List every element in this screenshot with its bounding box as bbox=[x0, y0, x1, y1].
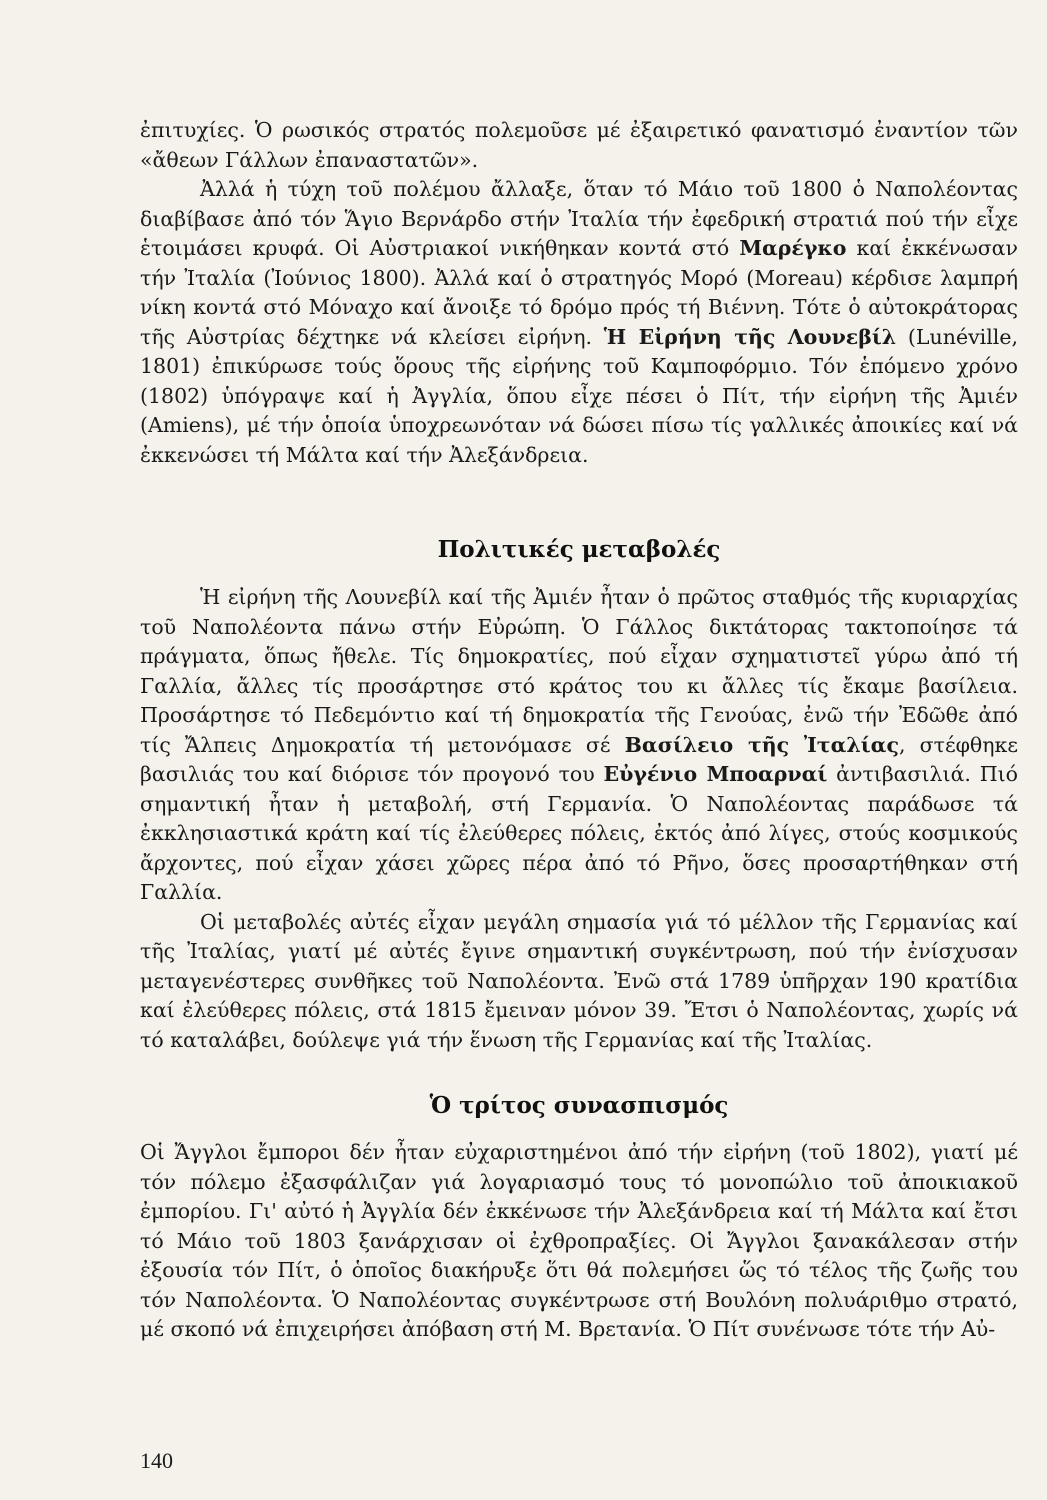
text-run: καί ἐκκένωσαν τήν Ἰταλία (Ἰούνιος 1800). Ἀλλά καί ὁ στρατηγός Μορό (Moreau) κέρδισε λαμπρή νίκη κοντά στό Μόναχο καί ἄνοιξε τό δρόμο πρός τή Βιέννη. Τότε ὁ αὐτοκράτορας τῆς Αὐστρίας δέχτηκε νά κλείσει εἰρήνη. bbox=[140, 236, 1018, 349]
bold-term-luneville: Ἡ Εἰρήνη τῆς Λουνεβίλ bbox=[603, 324, 897, 349]
bold-term-eugene: Εὐγένιο Μποαρναί bbox=[603, 762, 828, 786]
page-number: 140 bbox=[140, 1448, 173, 1473]
section-heading-third-coalition: Ὁ τρίτος συνασπισμός bbox=[429, 1092, 729, 1119]
section-heading-political-changes: Πολιτικές μεταβολές bbox=[437, 536, 721, 563]
text-run: Ἀλλά ἡ τύχη τοῦ πολέμου ἄλλαξε, ὅταν τό Μάιο τοῦ 1800 ὁ Ναπολέοντας διαβίβασε ἀπό τόν Ἅγιο Βερνάρδο στήν Ἰταλία τήν ἐφεδρική στρατιά πού τήν εἶχε ἑτοιμάσει κρυφά. Οἱ Αὐστριακοί νικήθηκαν κοντά στό bbox=[140, 177, 1018, 260]
paragraph-peace-treaties bbox=[140, 175, 1018, 470]
bold-term-marengo: Μαρέγκο bbox=[739, 236, 847, 260]
paragraph-political-changes-2: Οἱ μεταβολές αὐτές εἶχαν μεγάλη σημασία γιά τό μέλλον τῆς Γερμανίας καί τῆς Ἰταλίας, γιατί μέ αὐτές ἔγινε σημαντική συγκέντρωση, πού τήν ἐνίσχυσαν μεταγενέστερες συνθῆκες τοῦ Ναπολέοντα. Ἐνῶ στά 1789 ὑπῆρχαν 190 κρατίδια καί ἐλεύθερες πόλεις, στά 1815 ἔμειναν μόνον 39. Ἔτσι ὁ Ναπολέοντας, χωρίς νά τό καταλάβει, δούλεψε γιά τήν ἕνωση τῆς Γερμανίας καί τῆς Ἰταλίας. bbox=[140, 909, 1018, 1052]
text-run: Ἡ εἰρήνη τῆς Λουνεβίλ καί τῆς Ἀμιέν ἦταν ὁ πρῶτος σταθμός τῆς κυριαρχίας τοῦ Ναπολέοντα πάνω στήν Εὐρώπη. Ὁ Γάλλος δικτάτορας τακτοποίησε τά πράγματα, ὅπως ἤθελε. Τίς δημοκρατίες, πού εἶχαν σχηματιστεῖ γύρω ἀπό τή Γαλλία, ἄλλες τίς προσάρτησε στό κράτος του κι ἄλλες τίς ἔκαμε βασίλεια. Προσάρτησε τό Πεδεμόντιο καί τή δημοκρατία τῆς Γενούας, ἐνῶ τήν Ἐδῶθε ἀπό τίς Ἄλπεις Δημοκρατία τή μετονόμασε σέ bbox=[140, 585, 1018, 757]
paragraph-third-coalition: Οἱ Ἄγγλοι ἔμποροι δέν ἦταν εὐχαριστημένοι ἀπό τήν εἰρήνη (τοῦ 1802), γιατί μέ τόν πόλεμο ἐξασφάλιζαν γιά λογαριασμό τους τό μονοπώλιο τοῦ ἀποικιακοῦ ἐμπορίου. Γι' αὐτό ἡ Ἀγγλία δέν ἐκκένωσε τήν Ἀλεξάνδρεια καί τή Μάλτα καί ἔτσι τό Μάιο τοῦ 1803 ξανάρχισαν οἱ ἐχθροπραξίες. Οἱ Ἄγγλοι ξανακάλεσαν στήν ἐξουσία τόν Πίτ, ὁ ὁποῖος διακήρυξε ὅτι θά πολεμήσει ὥς τό τέλος τῆς ζωῆς του τόν Ναπολέοντα. Ὁ Ναπολέοντας συγκέντρωσε στή Βουλόνη πολυάριθμο στρατό, μέ σκοπό νά ἐπιχειρήσει ἀπόβαση στή Μ. Βρετανία. Ὁ Πίτ συνένωσε τότε τήν Αὐ- bbox=[140, 1140, 1018, 1341]
text-run: (Lunéville, 1801) ἐπικύρωσε τούς ὅρους τῆς εἰρήνης τοῦ Καμποφόρμιο. Τόν ἑπόμενο χρόνο (1802) ὑπόγραψε καί ἡ Ἀγγλία, ὅπου εἶχε πέσει ὁ Πίτ, τήν εἰρήνη τῆς Ἀμιέν (Amiens), μέ τήν ὁποία ὑποχρεωνόταν νά δώσει πίσω τίς γαλλικές ἀποικίες καί νά ἐκκενώσει τή Μάλτα καί τήν Ἀλεξάνδρεια. bbox=[140, 324, 1018, 467]
bold-term-kingdom-italy: Βασίλειο τῆς Ἰταλίας bbox=[624, 732, 899, 757]
text-block-third-coalition bbox=[140, 1138, 1018, 1345]
paragraph-opening bbox=[140, 116, 1018, 175]
opening-text: ἐπιτυχίες. Ὁ ρωσικός στρατός πολεμοῦσε μέ ἐξαιρετικό φανατισμό ἐναντίον τῶν «ἄθεων Γάλλων ἐπαναστατῶν». bbox=[140, 118, 1018, 172]
text-block-intro bbox=[140, 116, 1018, 470]
text-run: ἀντιβασιλιά. Πιό σημαντική ἦταν ἡ μεταβολή, στή Γερμανία. Ὁ Ναπολέοντας παράδωσε τά ἐκκλησιαστικά κράτη καί τίς ἐλεύθερες πόλεις, ἐκτός ἀπό λίγες, στούς κοσμικούς ἄρχοντες, πού εἶχαν χάσει χῶρες πέρα ἀπό τό Ρῆνο, ὅσες προσαρτήθηκαν στή Γαλλία. bbox=[140, 762, 1018, 904]
text-run: , στέφθηκε βασιλιάς του καί διόρισε τόν προγονό του bbox=[140, 732, 1018, 786]
paragraph-political-changes-1 bbox=[140, 583, 1018, 908]
text-block-political-changes bbox=[140, 583, 1018, 1055]
